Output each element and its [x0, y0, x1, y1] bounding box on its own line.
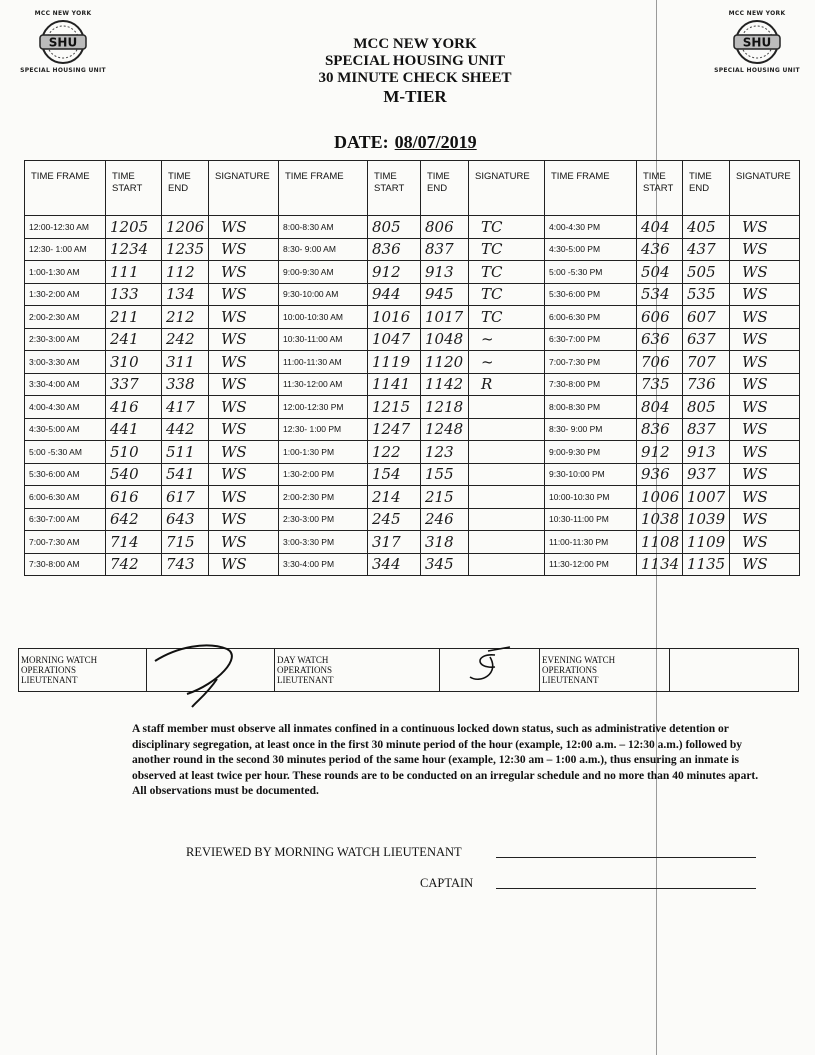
time-end-cell: 1048: [421, 328, 469, 351]
time-frame-cell: 11:00-11:30 PM: [545, 531, 637, 554]
time-frame-cell: 5:00 -5:30 PM: [545, 261, 637, 284]
time-start-cell: 317: [368, 531, 421, 554]
signature-cell: WS: [209, 508, 279, 531]
signature-cell: WS: [730, 306, 800, 329]
time-end-cell: 437: [683, 238, 730, 261]
time-end-cell: 246: [421, 508, 469, 531]
time-start-cell: 912: [637, 441, 683, 464]
time-start-cell: 122: [368, 441, 421, 464]
logo-badge-text: SHU: [48, 35, 78, 50]
signature-cell: [469, 396, 545, 419]
time-end-cell: 637: [683, 328, 730, 351]
time-end-cell: 1135: [683, 553, 730, 576]
signature-cell: WS: [730, 373, 800, 396]
time-start-cell: 1108: [637, 531, 683, 554]
time-frame-cell: 4:30-5:00 AM: [25, 418, 106, 441]
time-end-cell: 1007: [683, 486, 730, 509]
time-start-cell: 944: [368, 283, 421, 306]
table-row: [25, 373, 800, 396]
time-end-cell: 215: [421, 486, 469, 509]
time-frame-cell: 3:30-4:00 PM: [279, 553, 368, 576]
time-start-cell: 1215: [368, 396, 421, 419]
time-end-cell: 1017: [421, 306, 469, 329]
signature-cell: WS: [209, 216, 279, 239]
time-end-cell: 338: [162, 373, 209, 396]
time-start-cell: 504: [637, 261, 683, 284]
time-end-cell: 1109: [683, 531, 730, 554]
column-header: SIGNATURE: [469, 161, 545, 216]
time-start-cell: 540: [106, 463, 162, 486]
time-end-cell: 1206: [162, 216, 209, 239]
lieutenant-signature-table: [18, 648, 799, 692]
time-start-cell: 404: [637, 216, 683, 239]
time-frame-cell: 9:00-9:30 AM: [279, 261, 368, 284]
logo-badge-text: SHU: [742, 35, 772, 50]
time-frame-cell: 11:30-12:00 AM: [279, 373, 368, 396]
time-frame-cell: 9:00-9:30 PM: [545, 441, 637, 464]
time-frame-cell: 8:30- 9:00 PM: [545, 418, 637, 441]
time-frame-cell: 1:30-2:00 PM: [279, 463, 368, 486]
time-start-cell: 337: [106, 373, 162, 396]
time-frame-cell: 6:30-7:00 AM: [25, 508, 106, 531]
column-header: TIME START: [106, 161, 162, 216]
time-start-cell: 1038: [637, 508, 683, 531]
signature-cell: WS: [209, 261, 279, 284]
time-end-cell: 541: [162, 463, 209, 486]
date-value: 08/07/2019: [394, 132, 477, 152]
time-start-cell: 1205: [106, 216, 162, 239]
time-end-cell: 212: [162, 306, 209, 329]
time-end-cell: 617: [162, 486, 209, 509]
table-row: [25, 328, 800, 351]
time-frame-cell: 2:30-3:00 PM: [279, 508, 368, 531]
time-frame-cell: 6:00-6:30 PM: [545, 306, 637, 329]
time-frame-cell: 12:00-12:30 AM: [25, 216, 106, 239]
time-start-cell: 1047: [368, 328, 421, 351]
signature-cell: WS: [209, 553, 279, 576]
time-frame-cell: 8:30- 9:00 AM: [279, 238, 368, 261]
reviewed-signature-line: [496, 857, 756, 858]
time-frame-cell: 2:00-2:30 AM: [25, 306, 106, 329]
column-header: TIME FRAME: [545, 161, 637, 216]
time-end-cell: 123: [421, 441, 469, 464]
time-end-cell: 837: [683, 418, 730, 441]
title-unit: SPECIAL HOUSING UNIT: [324, 53, 506, 69]
time-frame-cell: 10:30-11:00 AM: [279, 328, 368, 351]
signature-cell: [469, 531, 545, 554]
table-header-row: [25, 161, 800, 216]
signature-cell: R: [469, 373, 545, 396]
table-row: [25, 396, 800, 419]
signature-cell: TC: [469, 306, 545, 329]
time-end-cell: 155: [421, 463, 469, 486]
time-end-cell: 1218: [421, 396, 469, 419]
date-label: DATE:: [334, 132, 389, 152]
signature-cell: WS: [730, 328, 800, 351]
table-row: [25, 216, 800, 239]
time-end-cell: 913: [683, 441, 730, 464]
date-row: [334, 132, 477, 153]
captain-label: CAPTAIN: [420, 876, 474, 890]
signature-cell: WS: [209, 531, 279, 554]
signature-cell: WS: [209, 373, 279, 396]
logo-top-text: MCC NEW YORK: [34, 10, 92, 17]
signature-cell: WS: [730, 283, 800, 306]
time-end-cell: 535: [683, 283, 730, 306]
table-row: [25, 463, 800, 486]
evening-watch-signature: [670, 649, 799, 692]
column-header: TIME FRAME: [25, 161, 106, 216]
time-start-cell: 416: [106, 396, 162, 419]
time-start-cell: 1141: [368, 373, 421, 396]
time-frame-cell: 10:00-10:30 AM: [279, 306, 368, 329]
handwritten-signature-morning: [147, 639, 267, 709]
time-frame-cell: 7:30-8:00 PM: [545, 373, 637, 396]
time-frame-cell: 10:30-11:00 PM: [545, 508, 637, 531]
time-start-cell: 642: [106, 508, 162, 531]
time-start-cell: 111: [106, 261, 162, 284]
time-end-cell: 311: [162, 351, 209, 374]
logo-bottom-text: SPECIAL HOUSING UNIT: [20, 67, 106, 74]
document-title: [250, 36, 580, 107]
signature-cell: WS: [730, 553, 800, 576]
time-end-cell: 242: [162, 328, 209, 351]
title-facility: MCC NEW YORK: [353, 36, 477, 52]
time-start-cell: 912: [368, 261, 421, 284]
column-header: SIGNATURE: [209, 161, 279, 216]
time-start-cell: 241: [106, 328, 162, 351]
time-frame-cell: 5:30-6:00 PM: [545, 283, 637, 306]
table-row: [25, 508, 800, 531]
signature-cell: [469, 553, 545, 576]
time-end-cell: 1120: [421, 351, 469, 374]
signature-cell: [469, 486, 545, 509]
time-start-cell: 214: [368, 486, 421, 509]
time-frame-cell: 6:00-6:30 AM: [25, 486, 106, 509]
time-start-cell: 1234: [106, 238, 162, 261]
time-start-cell: 1134: [637, 553, 683, 576]
time-start-cell: 742: [106, 553, 162, 576]
time-frame-cell: 1:30-2:00 AM: [25, 283, 106, 306]
column-header: TIME START: [637, 161, 683, 216]
time-end-cell: 417: [162, 396, 209, 419]
time-end-cell: 715: [162, 531, 209, 554]
time-frame-cell: 4:00-4:30 PM: [545, 216, 637, 239]
time-start-cell: 154: [368, 463, 421, 486]
signature-cell: WS: [209, 328, 279, 351]
time-frame-cell: 7:00-7:30 AM: [25, 531, 106, 554]
time-start-cell: 936: [637, 463, 683, 486]
time-frame-cell: 11:00-11:30 AM: [279, 351, 368, 374]
time-start-cell: 804: [637, 396, 683, 419]
signature-cell: [469, 463, 545, 486]
signature-cell: WS: [209, 486, 279, 509]
signature-cell: [469, 441, 545, 464]
time-end-cell: 643: [162, 508, 209, 531]
time-frame-cell: 12:00-12:30 PM: [279, 396, 368, 419]
signature-cell: WS: [209, 351, 279, 374]
time-frame-cell: 9:30-10:00 PM: [545, 463, 637, 486]
time-start-cell: 133: [106, 283, 162, 306]
signature-cell: WS: [209, 238, 279, 261]
column-header: TIME END: [683, 161, 730, 216]
signature-cell: WS: [209, 396, 279, 419]
time-start-cell: 245: [368, 508, 421, 531]
title-tier: M-TIER: [383, 87, 447, 106]
signature-cell: WS: [209, 463, 279, 486]
time-frame-cell: 6:30-7:00 PM: [545, 328, 637, 351]
table-row: [25, 306, 800, 329]
evening-watch-label: EVENING WATCH OPERATIONS LIEUTENANT: [540, 649, 670, 692]
signature-cell: WS: [730, 238, 800, 261]
signature-cell: TC: [469, 216, 545, 239]
time-end-cell: 511: [162, 441, 209, 464]
morning-watch-signature: [147, 649, 275, 692]
seal-badge-icon: [730, 19, 784, 65]
time-start-cell: 534: [637, 283, 683, 306]
signature-cell: WS: [730, 441, 800, 464]
handwritten-signature-day: [440, 639, 540, 699]
time-frame-cell: 3:30-4:00 AM: [25, 373, 106, 396]
time-end-cell: 945: [421, 283, 469, 306]
signature-cell: TC: [469, 238, 545, 261]
time-end-cell: 805: [683, 396, 730, 419]
time-frame-cell: 12:30- 1:00 AM: [25, 238, 106, 261]
signature-cell: WS: [209, 418, 279, 441]
signature-cell: WS: [730, 531, 800, 554]
time-start-cell: 211: [106, 306, 162, 329]
shu-logo-left: [18, 10, 108, 74]
time-start-cell: 1016: [368, 306, 421, 329]
seal-badge-icon: [36, 19, 90, 65]
time-end-cell: 405: [683, 216, 730, 239]
time-end-cell: 1248: [421, 418, 469, 441]
signature-cell: TC: [469, 261, 545, 284]
time-start-cell: 1119: [368, 351, 421, 374]
time-frame-cell: 11:30-12:00 PM: [545, 553, 637, 576]
time-start-cell: 310: [106, 351, 162, 374]
time-start-cell: 1006: [637, 486, 683, 509]
day-watch-label: DAY WATCH OPERATIONS LIEUTENANT: [275, 649, 440, 692]
table-body: [25, 216, 800, 576]
time-frame-cell: 5:00 -5:30 AM: [25, 441, 106, 464]
time-frame-cell: 8:00-8:30 AM: [279, 216, 368, 239]
table-row: [25, 553, 800, 576]
column-header: TIME END: [421, 161, 469, 216]
time-end-cell: 937: [683, 463, 730, 486]
captain-signature-line: [496, 888, 756, 889]
time-end-cell: 837: [421, 238, 469, 261]
signature-cell: WS: [730, 486, 800, 509]
time-end-cell: 736: [683, 373, 730, 396]
column-header: SIGNATURE: [730, 161, 800, 216]
table-row: [25, 283, 800, 306]
signature-cell: WS: [730, 396, 800, 419]
time-end-cell: 1142: [421, 373, 469, 396]
time-frame-cell: 9:30-10:00 AM: [279, 283, 368, 306]
time-frame-cell: 2:00-2:30 PM: [279, 486, 368, 509]
table-row: [25, 238, 800, 261]
time-start-cell: 805: [368, 216, 421, 239]
time-start-cell: 441: [106, 418, 162, 441]
signature-cell: WS: [209, 306, 279, 329]
time-end-cell: 134: [162, 283, 209, 306]
column-header: TIME FRAME: [279, 161, 368, 216]
time-frame-cell: 10:00-10:30 PM: [545, 486, 637, 509]
time-start-cell: 510: [106, 441, 162, 464]
time-frame-cell: 1:00-1:30 PM: [279, 441, 368, 464]
signature-cell: WS: [209, 283, 279, 306]
signature-cell: ~: [469, 351, 545, 374]
signature-cell: WS: [209, 441, 279, 464]
time-end-cell: 318: [421, 531, 469, 554]
policy-notice: A staff member must observe all inmates confined in a continuous locked down status, such as administrative detention or disciplinary segregation, at least once in the first 30 minute period of the hour (example, 12:00 a.m. – 12:30 a.m.) followed by another round in the second 30 minutes period of the same hour (example, 12:30 am – 1:00 a.m.), thus ensuring an inmate is observed at least twice per hour. These rounds are to be conducted on an irregular schedule and no more than 40 minutes apart. All observations must be documented.: [132, 723, 759, 797]
reviewed-by-label: REVIEWED BY MORNING WATCH LIEUTENANT: [186, 845, 462, 859]
time-frame-cell: 5:30-6:00 AM: [25, 463, 106, 486]
time-frame-cell: 4:30-5:00 PM: [545, 238, 637, 261]
time-end-cell: 913: [421, 261, 469, 284]
time-end-cell: 806: [421, 216, 469, 239]
time-end-cell: 112: [162, 261, 209, 284]
time-frame-cell: 7:00-7:30 PM: [545, 351, 637, 374]
table-row: [25, 418, 800, 441]
signature-cell: WS: [730, 463, 800, 486]
time-start-cell: 735: [637, 373, 683, 396]
day-watch-signature: [440, 649, 540, 692]
signature-cell: ~: [469, 328, 545, 351]
table-row: [25, 441, 800, 464]
time-frame-cell: 2:30-3:00 AM: [25, 328, 106, 351]
time-end-cell: 345: [421, 553, 469, 576]
time-end-cell: 607: [683, 306, 730, 329]
time-start-cell: 836: [368, 238, 421, 261]
time-start-cell: 714: [106, 531, 162, 554]
signature-cell: WS: [730, 508, 800, 531]
time-start-cell: 836: [637, 418, 683, 441]
time-frame-cell: 8:00-8:30 PM: [545, 396, 637, 419]
time-start-cell: 616: [106, 486, 162, 509]
signature-cell: [469, 418, 545, 441]
signature-cell: TC: [469, 283, 545, 306]
time-start-cell: 1247: [368, 418, 421, 441]
signature-cell: WS: [730, 418, 800, 441]
time-end-cell: 442: [162, 418, 209, 441]
time-end-cell: 505: [683, 261, 730, 284]
time-frame-cell: 3:00-3:30 AM: [25, 351, 106, 374]
logo-bottom-text: SPECIAL HOUSING UNIT: [714, 67, 800, 74]
time-frame-cell: 3:00-3:30 PM: [279, 531, 368, 554]
time-start-cell: 344: [368, 553, 421, 576]
table-row: [25, 486, 800, 509]
signature-cell: WS: [730, 261, 800, 284]
time-end-cell: 707: [683, 351, 730, 374]
time-frame-cell: 7:30-8:00 AM: [25, 553, 106, 576]
time-start-cell: 606: [637, 306, 683, 329]
time-start-cell: 706: [637, 351, 683, 374]
table-row: [25, 531, 800, 554]
table-row: [25, 351, 800, 374]
time-frame-cell: 1:00-1:30 AM: [25, 261, 106, 284]
morning-watch-label: MORNING WATCH OPERATIONS LIEUTENANT: [19, 649, 147, 692]
time-end-cell: 743: [162, 553, 209, 576]
logo-top-text: MCC NEW YORK: [728, 10, 786, 17]
shu-logo-right: [712, 10, 802, 74]
signature-cell: [469, 508, 545, 531]
signature-cell: WS: [730, 216, 800, 239]
column-header: TIME START: [368, 161, 421, 216]
time-start-cell: 436: [637, 238, 683, 261]
table-row: [25, 261, 800, 284]
signature-cell: WS: [730, 351, 800, 374]
time-frame-cell: 4:00-4:30 AM: [25, 396, 106, 419]
time-end-cell: 1235: [162, 238, 209, 261]
check-table: [24, 160, 800, 576]
time-end-cell: 1039: [683, 508, 730, 531]
column-header: TIME END: [162, 161, 209, 216]
time-frame-cell: 12:30- 1:00 PM: [279, 418, 368, 441]
time-start-cell: 636: [637, 328, 683, 351]
title-sheet: 30 MINUTE CHECK SHEET: [318, 70, 512, 86]
